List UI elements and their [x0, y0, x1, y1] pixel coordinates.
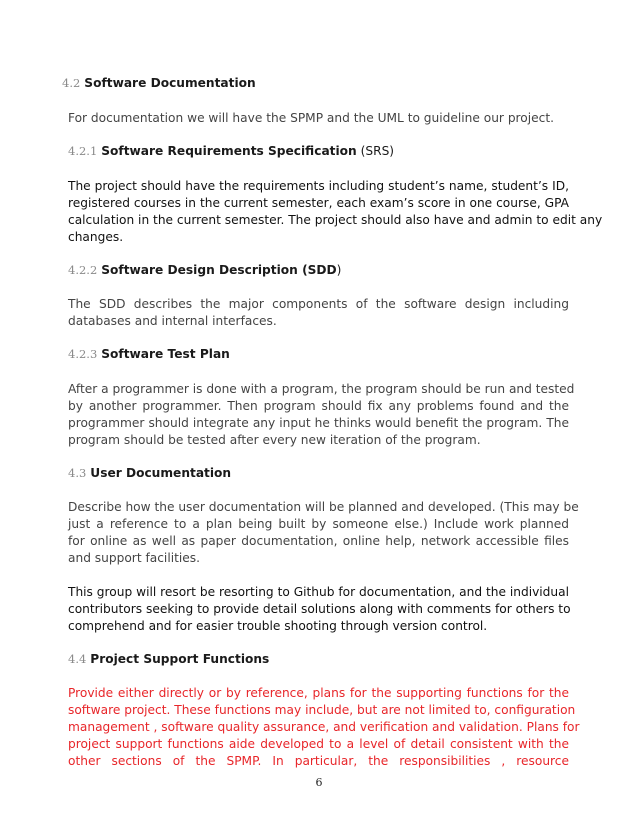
paragraph-line: Provide either directly or by reference, plans for the supporting functions for the: [68, 686, 569, 700]
heading-number: 4.2.2: [68, 263, 98, 277]
paragraph-line: project support functions aide developed to a level of detail consistent with the: [68, 737, 569, 751]
paragraph-line: software project. These functions may include, but are not limited to, configuration: [68, 703, 576, 717]
paragraph-line: This group will resort be resorting to Github for documentation, and the individual: [68, 585, 569, 599]
heading-title: User Documentation: [90, 466, 232, 480]
paragraph-line: program should be tested after every new iteration of the program.: [68, 433, 481, 447]
heading-abbrev: SDD: [307, 263, 337, 277]
paragraph-line: changes.: [68, 230, 124, 244]
paragraph-line: Describe how the user documentation will be planned and developed. (This may be: [68, 500, 579, 514]
paragraph-line: by another programmer. Then program should fix any problems found and the: [68, 399, 569, 413]
paragraph-line: The project should have the requirements including student’s name, student’s ID,: [68, 179, 569, 193]
heading-title: Software Design Description (: [101, 263, 308, 277]
heading-number: 4.2.3: [68, 347, 98, 361]
paragraph-line: and support facilities.: [68, 551, 200, 565]
paragraph-line: The SDD describes the major components of the software design including: [68, 297, 569, 311]
heading-4-2-1: [68, 144, 394, 158]
heading-number: 4.2.1: [68, 144, 98, 158]
heading-suffix: ): [336, 263, 342, 277]
heading-title: Software Requirements Specification: [101, 144, 357, 158]
paragraph-line: For documentation we will have the SPMP and the UML to guideline our project.: [68, 111, 554, 125]
heading-title: Software Test Plan: [101, 347, 230, 361]
paragraph-line: registered courses in the current semester, each exam’s score in one course, GPA: [68, 196, 569, 210]
paragraph-line: other sections of the SPMP. In particular, the responsibilities , resource: [68, 754, 569, 768]
heading-4-2: [62, 76, 256, 90]
paragraph-line: calculation in the current semester. The project should also have and admin to edit any: [68, 213, 603, 227]
heading-number: 4.3: [68, 466, 87, 480]
paragraph-line: comprehend and for easier trouble shooting through version control.: [68, 619, 488, 633]
paragraph-line: programmer should integrate any input he thinks would benefit the program. The: [68, 416, 569, 430]
heading-title: Project Support Functions: [90, 652, 270, 666]
paragraph-line: just a reference to a plan being built by someone else.) Include work planned: [68, 517, 569, 531]
paragraph-line: databases and internal interfaces.: [68, 314, 277, 328]
heading-title: Software Documentation: [84, 76, 256, 90]
heading-4-3: [68, 466, 231, 480]
paragraph-line: management , software quality assurance, and verification and validation. Plans for: [68, 720, 580, 734]
paragraph-line: After a programmer is done with a program, the program should be run and tested: [68, 382, 575, 396]
heading-4-4: [68, 652, 269, 666]
heading-4-2-2: [68, 263, 341, 277]
heading-suffix: (SRS): [356, 144, 395, 158]
heading-4-2-3: [68, 347, 230, 361]
paragraph-line: for online as well as paper documentation, online help, network accessible files: [68, 534, 569, 548]
page-number: 6: [315, 776, 323, 789]
paragraph-line: contributors seeking to provide detail solutions along with comments for others to: [68, 602, 571, 616]
heading-number: 4.4: [68, 652, 87, 666]
heading-number: 4.2: [62, 76, 81, 90]
